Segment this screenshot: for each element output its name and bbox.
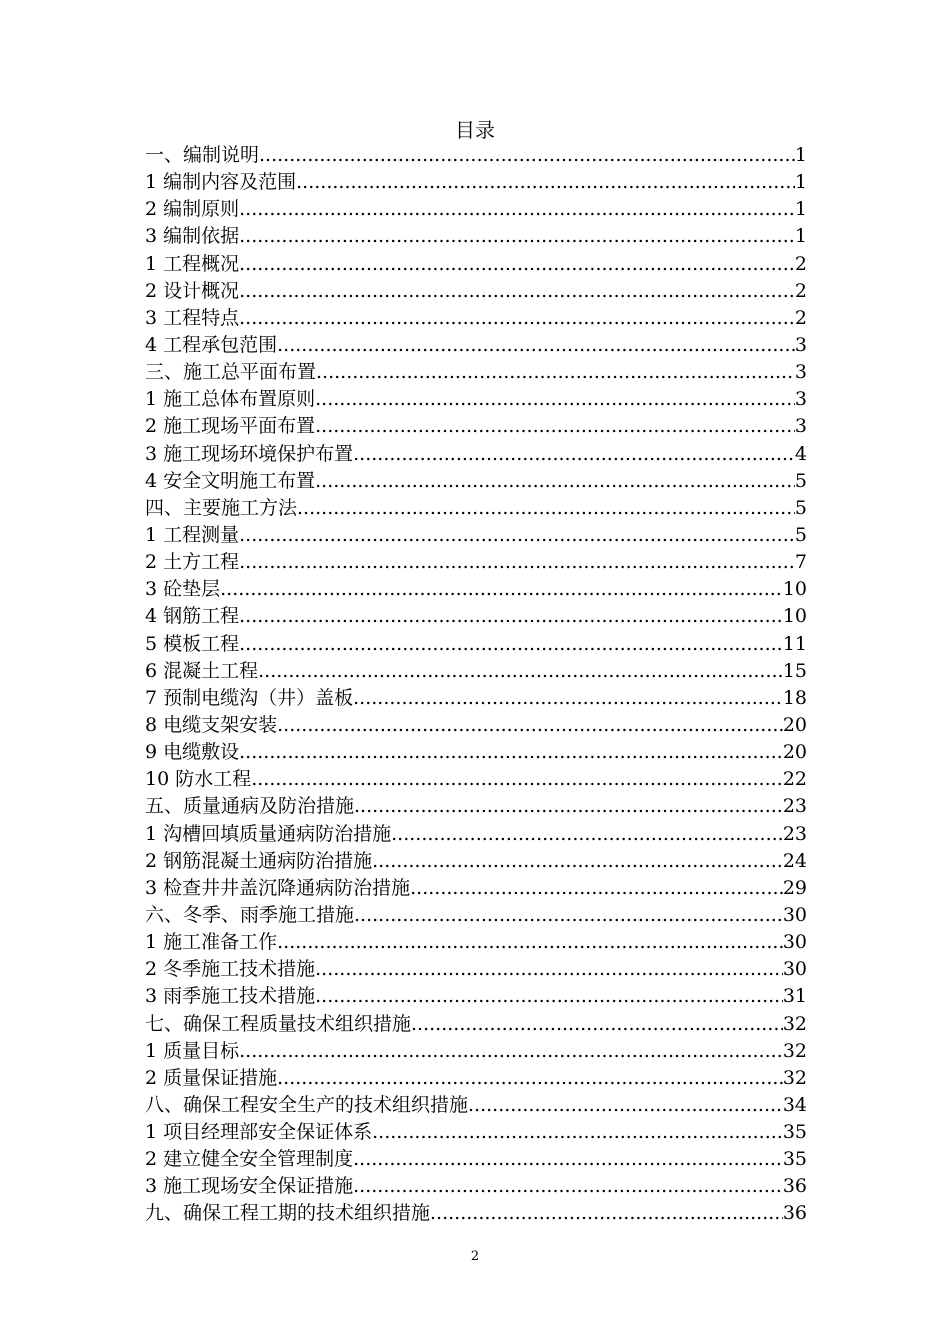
toc-entry-label: 4 工程承包范围 bbox=[145, 333, 278, 356]
toc-entry-page: 32 bbox=[782, 1012, 807, 1035]
toc-dot-leader bbox=[239, 251, 795, 278]
toc-entry[interactable] bbox=[145, 766, 807, 793]
toc-entry[interactable] bbox=[145, 848, 807, 875]
toc-dot-leader bbox=[315, 468, 795, 495]
toc-entry-label: 4 安全文明施工布置 bbox=[145, 469, 316, 492]
toc-entry[interactable] bbox=[145, 739, 807, 766]
toc-entry-page: 1 bbox=[794, 198, 807, 221]
toc-dot-leader bbox=[239, 223, 795, 250]
toc-dot-leader bbox=[296, 169, 795, 196]
toc-entry-page: 36 bbox=[782, 1175, 807, 1198]
toc-entry-label: 3 检查井井盖沉降通病防治措施 bbox=[145, 876, 411, 899]
toc-entry-page: 30 bbox=[782, 958, 807, 981]
toc-entry-label: 八、确保工程安全生产的技术组织措施 bbox=[145, 1093, 469, 1116]
toc-entry[interactable] bbox=[145, 658, 807, 685]
toc-entry[interactable] bbox=[145, 386, 807, 413]
toc-dot-leader bbox=[354, 793, 783, 820]
toc-entry-label: 2 施工现场平面布置 bbox=[145, 415, 316, 438]
toc-entry-label: 6 混凝土工程 bbox=[145, 659, 259, 682]
toc-dot-leader bbox=[315, 413, 795, 440]
toc-entry-label: 七、确保工程质量技术组织措施 bbox=[145, 1012, 412, 1035]
toc-entry[interactable] bbox=[145, 251, 807, 278]
toc-entry-label: 1 质量目标 bbox=[145, 1039, 240, 1062]
toc-dot-leader bbox=[315, 956, 783, 983]
toc-entry-label: 1 施工准备工作 bbox=[145, 931, 278, 954]
toc-entry-label: 一、编制说明 bbox=[145, 144, 260, 166]
toc-dot-leader bbox=[277, 929, 783, 956]
toc-entry-label: 1 工程测量 bbox=[145, 523, 240, 546]
toc-entry[interactable] bbox=[145, 902, 807, 929]
toc-entry-page: 31 bbox=[782, 985, 807, 1008]
toc-dot-leader bbox=[468, 1092, 783, 1119]
toc-entry-page: 1 bbox=[794, 225, 807, 248]
toc-entry-label: 3 施工现场环境保护布置 bbox=[145, 442, 354, 465]
toc-entry-page: 3 bbox=[794, 333, 807, 356]
toc-entry-label: 2 土方工程 bbox=[145, 551, 240, 574]
toc-entry-label: 三、施工总平面布置 bbox=[145, 361, 317, 384]
toc-entry-label: 1 沟槽回填质量通病防治措施 bbox=[145, 822, 392, 845]
toc-dot-leader bbox=[239, 278, 795, 305]
toc-entry-page: 2 bbox=[794, 306, 807, 329]
toc-entry-page: 34 bbox=[782, 1093, 807, 1116]
toc-entry-page: 32 bbox=[782, 1066, 807, 1089]
toc-entry-label: 5 模板工程 bbox=[145, 632, 240, 655]
toc-entry-label: 10 防水工程 bbox=[145, 768, 252, 791]
toc-entry-label: 2 冬季施工技术措施 bbox=[145, 958, 316, 981]
toc-dot-leader bbox=[239, 305, 795, 332]
toc-entry[interactable] bbox=[145, 413, 807, 440]
toc-entry-page: 30 bbox=[782, 931, 807, 954]
toc-dot-leader bbox=[315, 386, 795, 413]
toc-entry[interactable] bbox=[145, 793, 807, 820]
toc-entry[interactable] bbox=[145, 576, 807, 603]
toc-entry[interactable] bbox=[145, 603, 807, 630]
toc-entry[interactable] bbox=[145, 522, 807, 549]
toc-dot-leader bbox=[372, 848, 783, 875]
toc-dot-leader bbox=[277, 712, 783, 739]
toc-entry[interactable] bbox=[145, 142, 807, 169]
toc-entry-page: 10 bbox=[782, 605, 807, 628]
table-of-contents bbox=[145, 142, 807, 1228]
toc-entry-page: 4 bbox=[794, 442, 807, 465]
toc-dot-leader bbox=[354, 902, 783, 929]
toc-dot-leader bbox=[258, 658, 783, 685]
toc-dot-leader bbox=[297, 495, 795, 522]
toc-dot-leader bbox=[239, 196, 795, 223]
toc-entry[interactable] bbox=[145, 929, 807, 956]
toc-dot-leader bbox=[239, 739, 783, 766]
toc-entry-page: 36 bbox=[782, 1202, 807, 1225]
toc-entry-label: 8 电缆支架安装 bbox=[145, 713, 278, 736]
toc-entry[interactable] bbox=[145, 1146, 807, 1173]
toc-dot-leader bbox=[372, 1119, 783, 1146]
toc-entry-page: 2 bbox=[794, 279, 807, 302]
toc-dot-leader bbox=[353, 1173, 783, 1200]
toc-entry-label: 1 项目经理部安全保证体系 bbox=[145, 1121, 373, 1144]
toc-entry-label: 2 质量保证措施 bbox=[145, 1066, 278, 1089]
toc-entry-page: 20 bbox=[782, 713, 807, 736]
toc-entry[interactable] bbox=[145, 875, 807, 902]
toc-entry-page: 23 bbox=[782, 822, 807, 845]
toc-dot-leader bbox=[239, 549, 795, 576]
toc-entry[interactable] bbox=[145, 1038, 807, 1065]
toc-entry[interactable] bbox=[145, 359, 807, 386]
toc-entry-page: 1 bbox=[794, 144, 807, 166]
toc-entry[interactable] bbox=[145, 983, 807, 1010]
toc-entry-page: 2 bbox=[794, 252, 807, 275]
toc-entry-page: 20 bbox=[782, 741, 807, 764]
toc-entry-label: 2 设计概况 bbox=[145, 279, 240, 302]
toc-entry[interactable] bbox=[145, 468, 807, 495]
toc-entry[interactable] bbox=[145, 1011, 807, 1038]
toc-dot-leader bbox=[251, 766, 783, 793]
toc-entry[interactable] bbox=[145, 712, 807, 739]
toc-dot-leader bbox=[239, 522, 795, 549]
toc-entry-page: 3 bbox=[794, 415, 807, 438]
toc-entry[interactable] bbox=[145, 1092, 807, 1119]
toc-entry-label: 7 预制电缆沟（井）盖板 bbox=[145, 686, 354, 709]
toc-entry[interactable] bbox=[145, 631, 807, 658]
toc-entry-label: 1 施工总体布置原则 bbox=[145, 388, 316, 411]
toc-dot-leader bbox=[259, 142, 795, 169]
toc-dot-leader bbox=[315, 983, 783, 1010]
toc-entry[interactable] bbox=[145, 441, 807, 468]
toc-entry-page: 7 bbox=[794, 551, 807, 574]
toc-entry[interactable] bbox=[145, 1173, 807, 1200]
toc-dot-leader bbox=[277, 1065, 783, 1092]
toc-entry-page: 11 bbox=[782, 632, 807, 655]
toc-entry-page: 10 bbox=[782, 578, 807, 601]
toc-entry[interactable] bbox=[145, 332, 807, 359]
toc-entry-page: 22 bbox=[782, 768, 807, 791]
toc-entry-page: 23 bbox=[782, 795, 807, 818]
toc-entry-label: 1 编制内容及范围 bbox=[145, 171, 297, 194]
toc-entry-label: 3 砼垫层 bbox=[145, 578, 221, 601]
toc-dot-leader bbox=[410, 875, 783, 902]
toc-entry-page: 3 bbox=[794, 388, 807, 411]
toc-entry[interactable] bbox=[145, 956, 807, 983]
toc-entry[interactable] bbox=[145, 549, 807, 576]
toc-dot-leader bbox=[239, 603, 783, 630]
toc-dot-leader bbox=[316, 359, 795, 386]
toc-entry-page: 5 bbox=[794, 496, 807, 519]
toc-dot-leader bbox=[353, 441, 795, 468]
toc-entry[interactable] bbox=[145, 169, 807, 196]
toc-entry-page: 24 bbox=[782, 849, 807, 872]
toc-dot-leader bbox=[391, 821, 783, 848]
toc-entry-page: 1 bbox=[794, 171, 807, 194]
toc-entry-page: 30 bbox=[782, 903, 807, 926]
toc-dot-leader bbox=[353, 685, 783, 712]
toc-entry-label: 四、主要施工方法 bbox=[145, 496, 298, 519]
toc-dot-leader bbox=[239, 631, 783, 658]
toc-entry-label: 2 编制原则 bbox=[145, 198, 240, 221]
toc-dot-leader bbox=[277, 332, 795, 359]
toc-entry-label: 2 建立健全安全管理制度 bbox=[145, 1148, 354, 1171]
toc-entry[interactable] bbox=[145, 196, 807, 223]
toc-entry[interactable] bbox=[145, 278, 807, 305]
toc-entry-label: 五、质量通病及防治措施 bbox=[145, 795, 355, 818]
toc-entry-page: 15 bbox=[782, 659, 807, 682]
toc-entry-page: 35 bbox=[782, 1121, 807, 1144]
toc-dot-leader bbox=[430, 1200, 783, 1227]
toc-entry-label: 3 工程特点 bbox=[145, 306, 240, 329]
toc-entry-label: 六、冬季、雨季施工措施 bbox=[145, 903, 355, 926]
toc-entry-label: 九、确保工程工期的技术组织措施 bbox=[145, 1202, 431, 1225]
toc-entry[interactable] bbox=[145, 305, 807, 332]
toc-dot-leader bbox=[239, 1038, 783, 1065]
toc-entry[interactable] bbox=[145, 685, 807, 712]
toc-entry-page: 5 bbox=[794, 469, 807, 492]
toc-entry-label: 3 雨季施工技术措施 bbox=[145, 985, 316, 1008]
page-number: 2 bbox=[470, 1249, 480, 1264]
toc-entry[interactable] bbox=[145, 1200, 807, 1227]
toc-entry[interactable] bbox=[145, 1119, 807, 1146]
page-title: 目录 bbox=[455, 118, 495, 142]
toc-entry-page: 29 bbox=[782, 876, 807, 899]
toc-entry-page: 5 bbox=[794, 523, 807, 546]
toc-dot-leader bbox=[220, 576, 783, 603]
toc-entry[interactable] bbox=[145, 495, 807, 522]
toc-entry-label: 3 编制依据 bbox=[145, 225, 240, 248]
toc-entry-page: 3 bbox=[794, 361, 807, 384]
toc-entry[interactable] bbox=[145, 821, 807, 848]
toc-entry-label: 3 施工现场安全保证措施 bbox=[145, 1175, 354, 1198]
toc-dot-leader bbox=[353, 1146, 783, 1173]
toc-entry-page: 18 bbox=[782, 686, 807, 709]
toc-entry-page: 32 bbox=[782, 1039, 807, 1062]
toc-entry-label: 9 电缆敷设 bbox=[145, 741, 240, 764]
toc-entry-label: 1 工程概况 bbox=[145, 252, 240, 275]
toc-dot-leader bbox=[411, 1011, 783, 1038]
toc-entry[interactable] bbox=[145, 1065, 807, 1092]
toc-entry-page: 35 bbox=[782, 1148, 807, 1171]
toc-entry-label: 4 钢筋工程 bbox=[145, 605, 240, 628]
toc-entry[interactable] bbox=[145, 223, 807, 250]
toc-entry-label: 2 钢筋混凝土通病防治措施 bbox=[145, 849, 373, 872]
